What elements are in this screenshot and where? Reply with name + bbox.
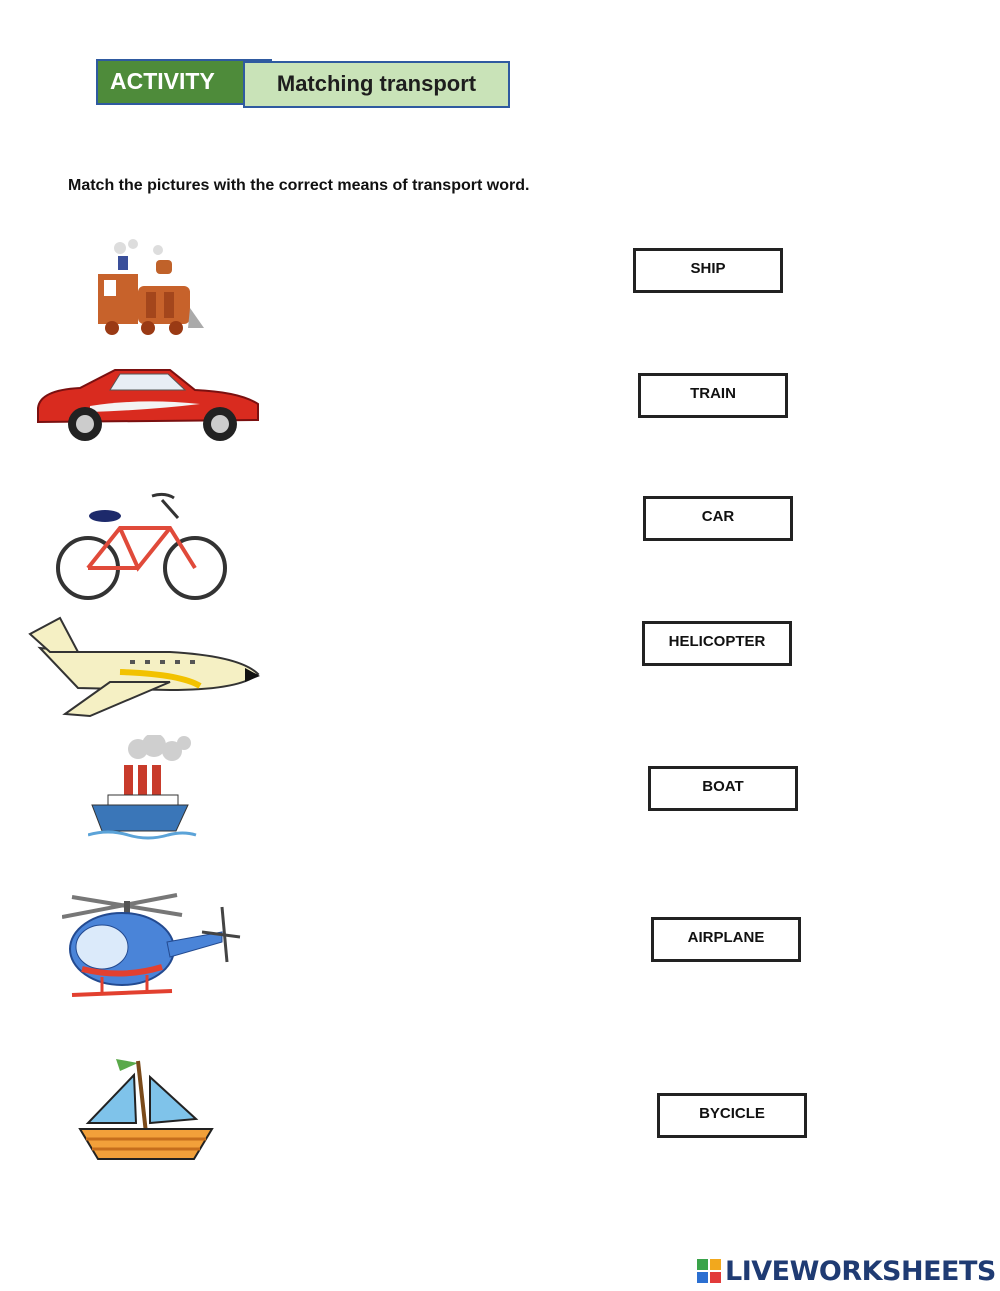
car-icon xyxy=(30,360,265,450)
word-box-car[interactable]: CAR xyxy=(643,496,793,541)
airplane-icon xyxy=(20,612,265,720)
word-box-helicopter[interactable]: HELICOPTER xyxy=(642,621,792,666)
word-box-airplane[interactable]: AIRPLANE xyxy=(651,917,801,962)
train-icon xyxy=(88,238,208,338)
word-box-boat[interactable]: BOAT xyxy=(648,766,798,811)
brand-text: LIVEWORKSHEETS xyxy=(725,1255,996,1287)
instruction-text: Match the pictures with the correct means of transport word. xyxy=(68,177,530,194)
bicycle-icon xyxy=(50,488,230,603)
activity-label: ACTIVITY xyxy=(96,59,272,105)
word-box-train[interactable]: TRAIN xyxy=(638,373,788,418)
ship-icon xyxy=(88,735,198,840)
brand-logo-icon xyxy=(697,1259,721,1283)
helicopter-icon xyxy=(62,887,242,1012)
word-box-ship[interactable]: SHIP xyxy=(633,248,783,293)
sailboat-icon xyxy=(76,1053,216,1168)
page-title: Matching transport xyxy=(243,61,510,108)
liveworksheets-logo xyxy=(697,1252,996,1290)
word-box-bycicle[interactable]: BYCICLE xyxy=(657,1093,807,1138)
